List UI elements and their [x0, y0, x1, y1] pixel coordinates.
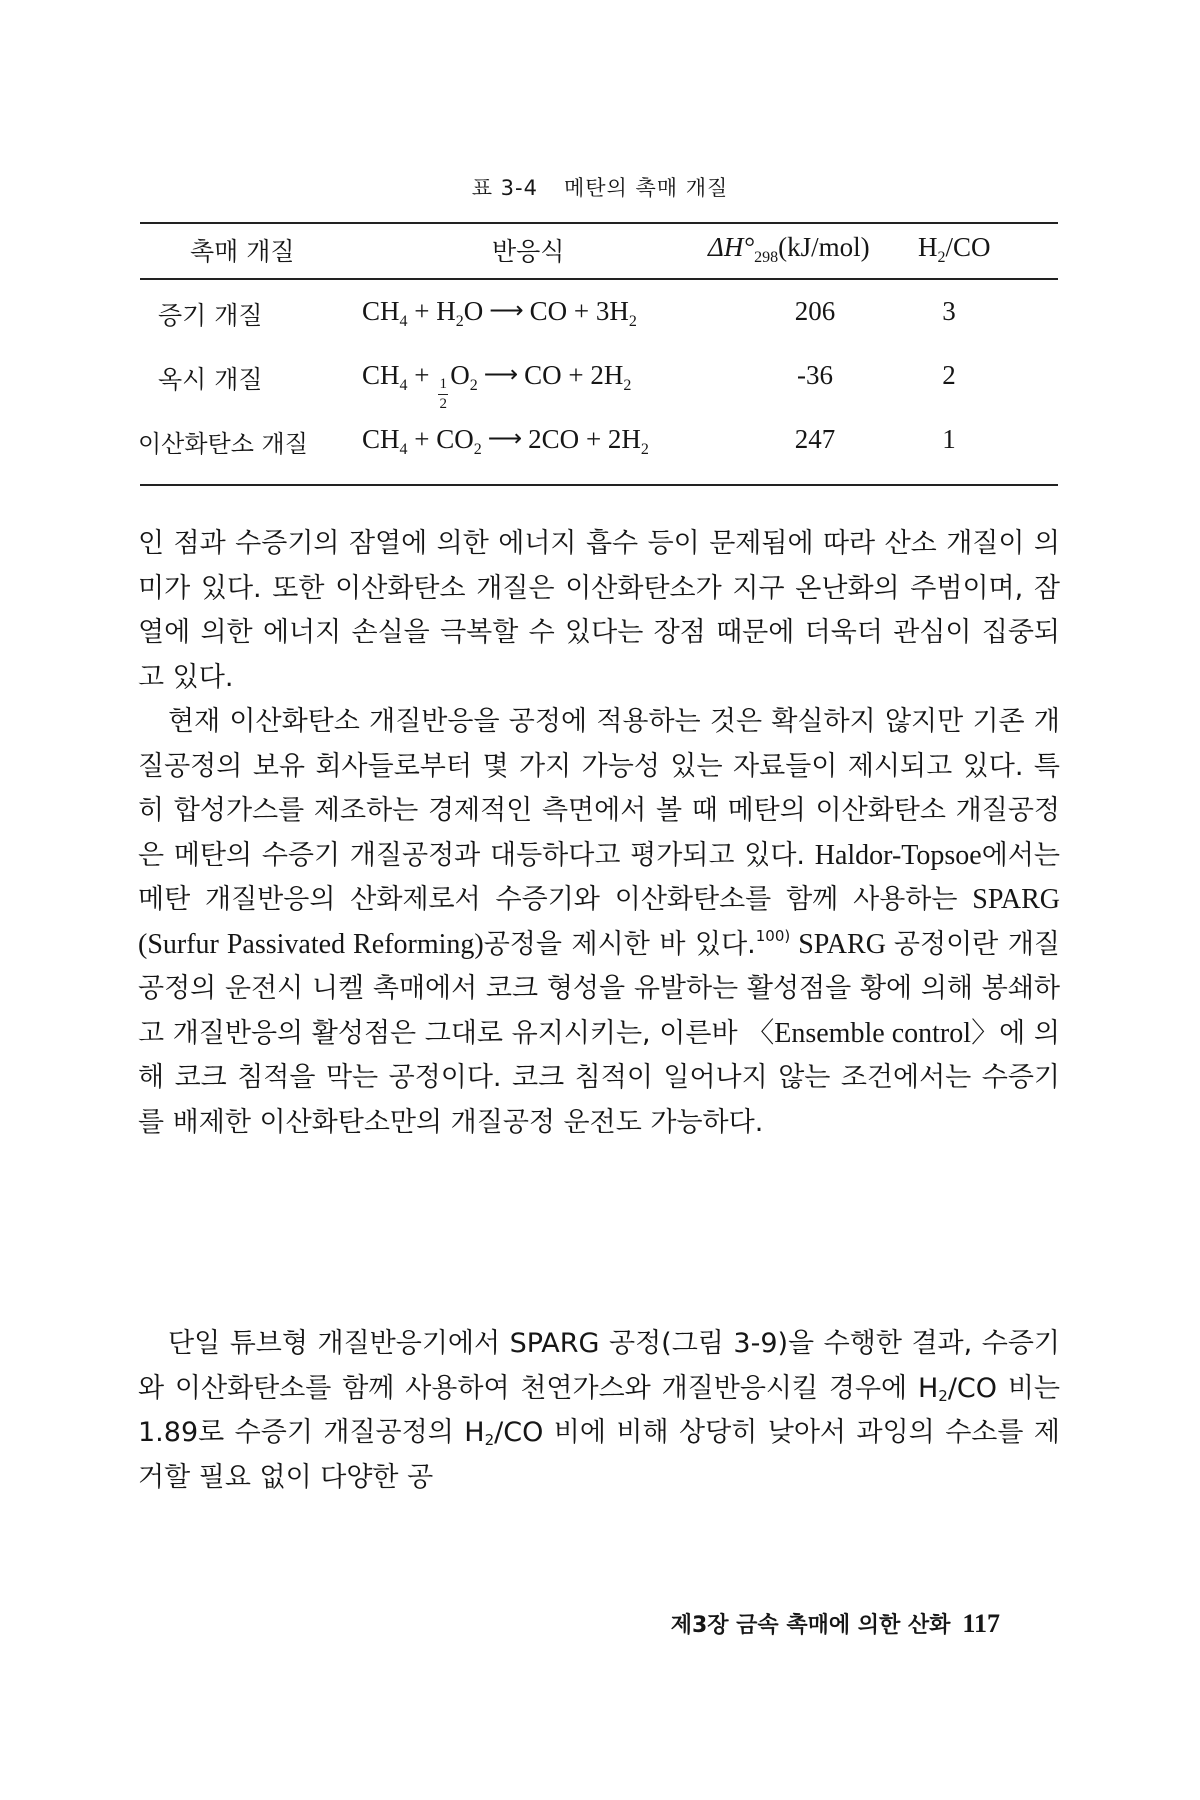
page-number: 117: [962, 1609, 1000, 1638]
footnote-ref: 100): [755, 926, 791, 945]
fraction-one-half: $\frac{1}{2}$: [439, 376, 447, 412]
reaction-arrow-icon: ⟶: [483, 362, 519, 388]
paragraph-3: 단일 튜브형 개질반응기에서 SPARG 공정(그림 3-9)을 수행한 결과, 수증기와 이산화탄소를 함께 사용하여 천연가스와 개질반응시킬 경우에 $H_2/CO$ 비는 1.89로 수증기 개질공정의 $H_2/CO$ 비에 비해 상당히 낮아서 과잉의 수소를 제거할 필요 없이 다양한 공: [138, 1328, 1060, 1493]
row-label-steam: 증기 개질: [158, 301, 263, 330]
table-caption: [0, 172, 1200, 202]
reaction-arrow-icon: ⟶: [489, 298, 524, 324]
header-h2-co-ratio: $H_2/CO$: [918, 232, 991, 266]
table-bottom-rule: [140, 484, 1058, 486]
reaction-arrow-icon: ⟶: [487, 426, 523, 452]
table-header-rule: [140, 278, 1058, 280]
reaction-equation-co2: $CH_4 + CO_2$ ⟶ $2CO + 2H_2$: [362, 424, 649, 458]
enthalpy-steam: 206: [794, 296, 836, 326]
paragraph-1: 인 점과 수증기의 잠열에 의한 에너지 흡수 등이 문제됨에 따라 산소 개질이 의미가 있다. 또한 이산화탄소 개질은 이산화탄소가 지구 온난화의 주범이며, 잠열에 의한 에너지 손실을 극복할 수 있다는 장점 때문에 더욱더 관심이 집중되고 있다.: [138, 528, 1060, 693]
header-reforming-type: 촉매 개질: [190, 237, 295, 266]
table-title-text: 메탄의 촉매 개질: [563, 176, 729, 200]
ratio-oxy: 2: [942, 360, 956, 390]
row-label-co2: 이산화탄소 개질: [138, 430, 308, 458]
enthalpy-co2: 247: [794, 424, 836, 454]
ratio-co2: 1: [942, 424, 956, 454]
table-number: 표 3-4: [471, 176, 538, 200]
enthalpy-oxy: -36: [797, 360, 833, 390]
reaction-equation-steam: $CH_4 + H_2O$ ⟶ CO + $3H_2$: [362, 296, 637, 330]
paragraph-2: 현재 이산화탄소 개질반응을 공정에 적용하는 것은 확실하지 않지만 기존 개질공정의 보유 회사들로부터 몇 가지 가능성 있는 자료들이 제시되고 있다. 특히 합성가스를 제조하는 경제적인 측면에서 볼 때 메탄의 이산화탄소 개질공정은 메탄의 수증기 개질공정과 대등하다고 평가되고 있다. Haldor-Topsoe에서는 메탄 개질반응의 산화제로서 수증기와 이산화탄소를 함께 사용하는 SPARG (Surfur Passivated Reforming)공정을 제시한 바 있다.$^{100)}$ SPARG 공정이란 개질공정의 운전시 니켈 촉매에서 코크 형성을 유발하는 활성점을 황에 의해 봉쇄하고 개질반응의 활성점은 그대로 유지시키는, 이른바 〈Ensemble control〉에 의해 코크 침적을 막는 공정이다. 코크 침적이 일어나지 않는 조건에서는 수증기를 배제한 이산화탄소만의 개질공정 운전도 가능하다.: [138, 706, 1060, 1138]
reaction-equation-oxy: $CH_4$ + $\frac{1}{2}$ $O_2$ ⟶ CO + $2H_2$: [362, 360, 632, 412]
page-footer: [671, 1608, 1000, 1639]
header-reaction: 반응식: [492, 237, 565, 266]
table-top-rule: [140, 222, 1058, 224]
header-enthalpy: $\Delta H^\circ_{298}(kJ/mol)$: [708, 232, 870, 266]
chapter-title: 제3장 금속 촉매에 의한 산화: [670, 1613, 951, 1638]
ratio-steam: 3: [942, 296, 956, 326]
row-label-oxy: 옥시 개질: [158, 365, 263, 394]
